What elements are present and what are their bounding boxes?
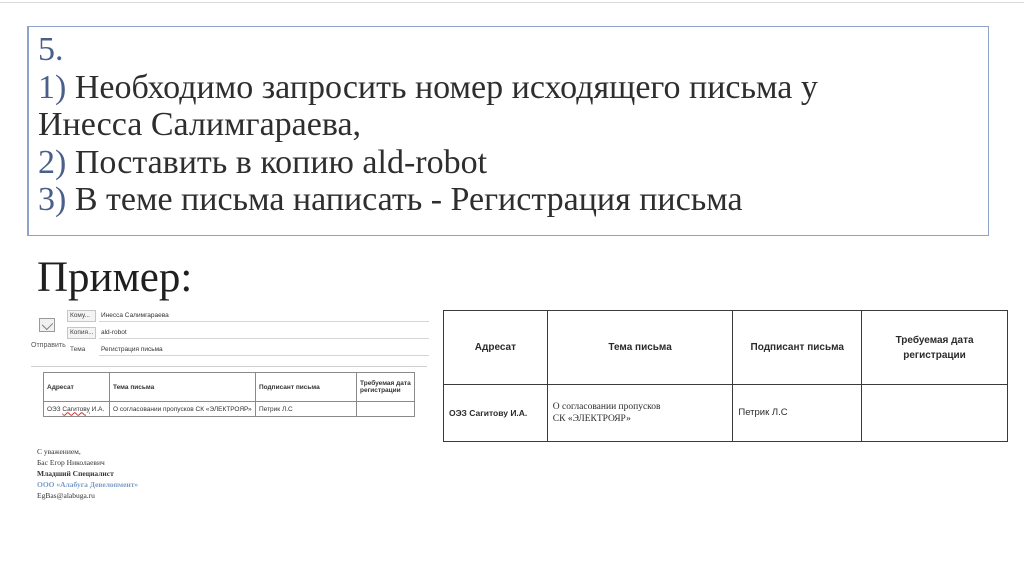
table-header: Требуемая дата регистрации <box>357 373 415 402</box>
step-number: 1) <box>38 68 67 106</box>
table-cell-addressee: ОЭЗ Сагитову И.А. <box>444 385 548 442</box>
addressee-suffix: И.А. <box>89 405 105 413</box>
table-header: Подписант письма <box>733 311 862 385</box>
table-header: Требуемая дата регистрации <box>862 311 1008 385</box>
signature-company: ООО «Алабуга Девелопмент» <box>37 480 139 489</box>
to-field <box>67 310 429 322</box>
subject-line: СК «ЭЛЕКТРОЯР» <box>552 414 631 424</box>
example-heading: Пример: <box>37 254 193 301</box>
signature-position: Младший Специалист <box>37 469 114 478</box>
addressee-prefix: ОЭЗ <box>47 405 63 413</box>
task-line-subject <box>38 181 988 219</box>
top-divider <box>0 2 1024 3</box>
table-cell-subject: О согласовании пропусков СК «ЭЛЕКТРОЯР» <box>110 402 256 417</box>
step-number: 5. <box>38 31 64 68</box>
table-cell-subject <box>547 385 733 442</box>
table-cell-addressee <box>44 402 110 417</box>
step-number: 2) <box>38 143 67 181</box>
task-line-cc <box>38 144 988 182</box>
cc-field <box>67 327 429 339</box>
table-header: Тема письма <box>110 373 256 402</box>
subject-label: Тема <box>70 346 86 353</box>
to-input[interactable]: Инесса Салимгараева <box>99 310 429 322</box>
subject-field <box>67 344 429 356</box>
signature-greeting: С уважением, <box>37 447 81 456</box>
table-row <box>44 402 415 417</box>
task-line-request <box>38 69 988 107</box>
example-table <box>443 310 1008 442</box>
email-body-table <box>43 372 415 417</box>
table-cell-signer: Петрик Л.С <box>256 402 357 417</box>
task-line-step <box>38 31 988 69</box>
cc-input[interactable]: ald-robot <box>99 327 429 339</box>
table-cell-signer: Петрик Л.С <box>733 385 862 442</box>
cc-button[interactable]: Копия... <box>67 327 96 339</box>
table-header: Подписант письма <box>256 373 357 402</box>
send-icon <box>39 318 55 332</box>
email-signature <box>37 446 138 501</box>
step-text: Инесса Салимгараева, <box>38 106 362 144</box>
step-number: 3) <box>38 181 67 219</box>
table-header-row <box>444 311 1008 385</box>
subject-input[interactable]: Регистрация письма <box>99 344 429 356</box>
table-cell-date <box>862 385 1008 442</box>
subject-line: О согласовании пропусков <box>552 402 661 412</box>
email-compose-screenshot <box>31 306 427 516</box>
to-button[interactable]: Кому... <box>67 310 96 322</box>
table-header: Адресат <box>444 311 548 385</box>
send-button[interactable] <box>31 308 64 360</box>
task-line-recipient <box>38 106 988 144</box>
table-header-row <box>44 373 415 402</box>
task-instructions-box <box>27 26 989 236</box>
signature-email: EgBas@alabuga.ru <box>37 491 95 500</box>
signature-name: Бас Егор Николаевич <box>37 458 105 467</box>
table-cell-date <box>357 402 415 417</box>
compose-divider <box>31 366 427 367</box>
step-text: В теме письма написать - Регистрация письма <box>66 181 743 219</box>
table-header: Адресат <box>44 373 110 402</box>
send-label: Отправить <box>31 342 66 349</box>
step-text: Поставить в копию ald-robot <box>66 143 488 181</box>
addressee-name: Сагитову <box>62 405 90 413</box>
table-row <box>444 385 1008 442</box>
step-text: Необходимо запросить номер исходящего письма у <box>66 68 818 106</box>
table-header: Тема письма <box>547 311 733 385</box>
